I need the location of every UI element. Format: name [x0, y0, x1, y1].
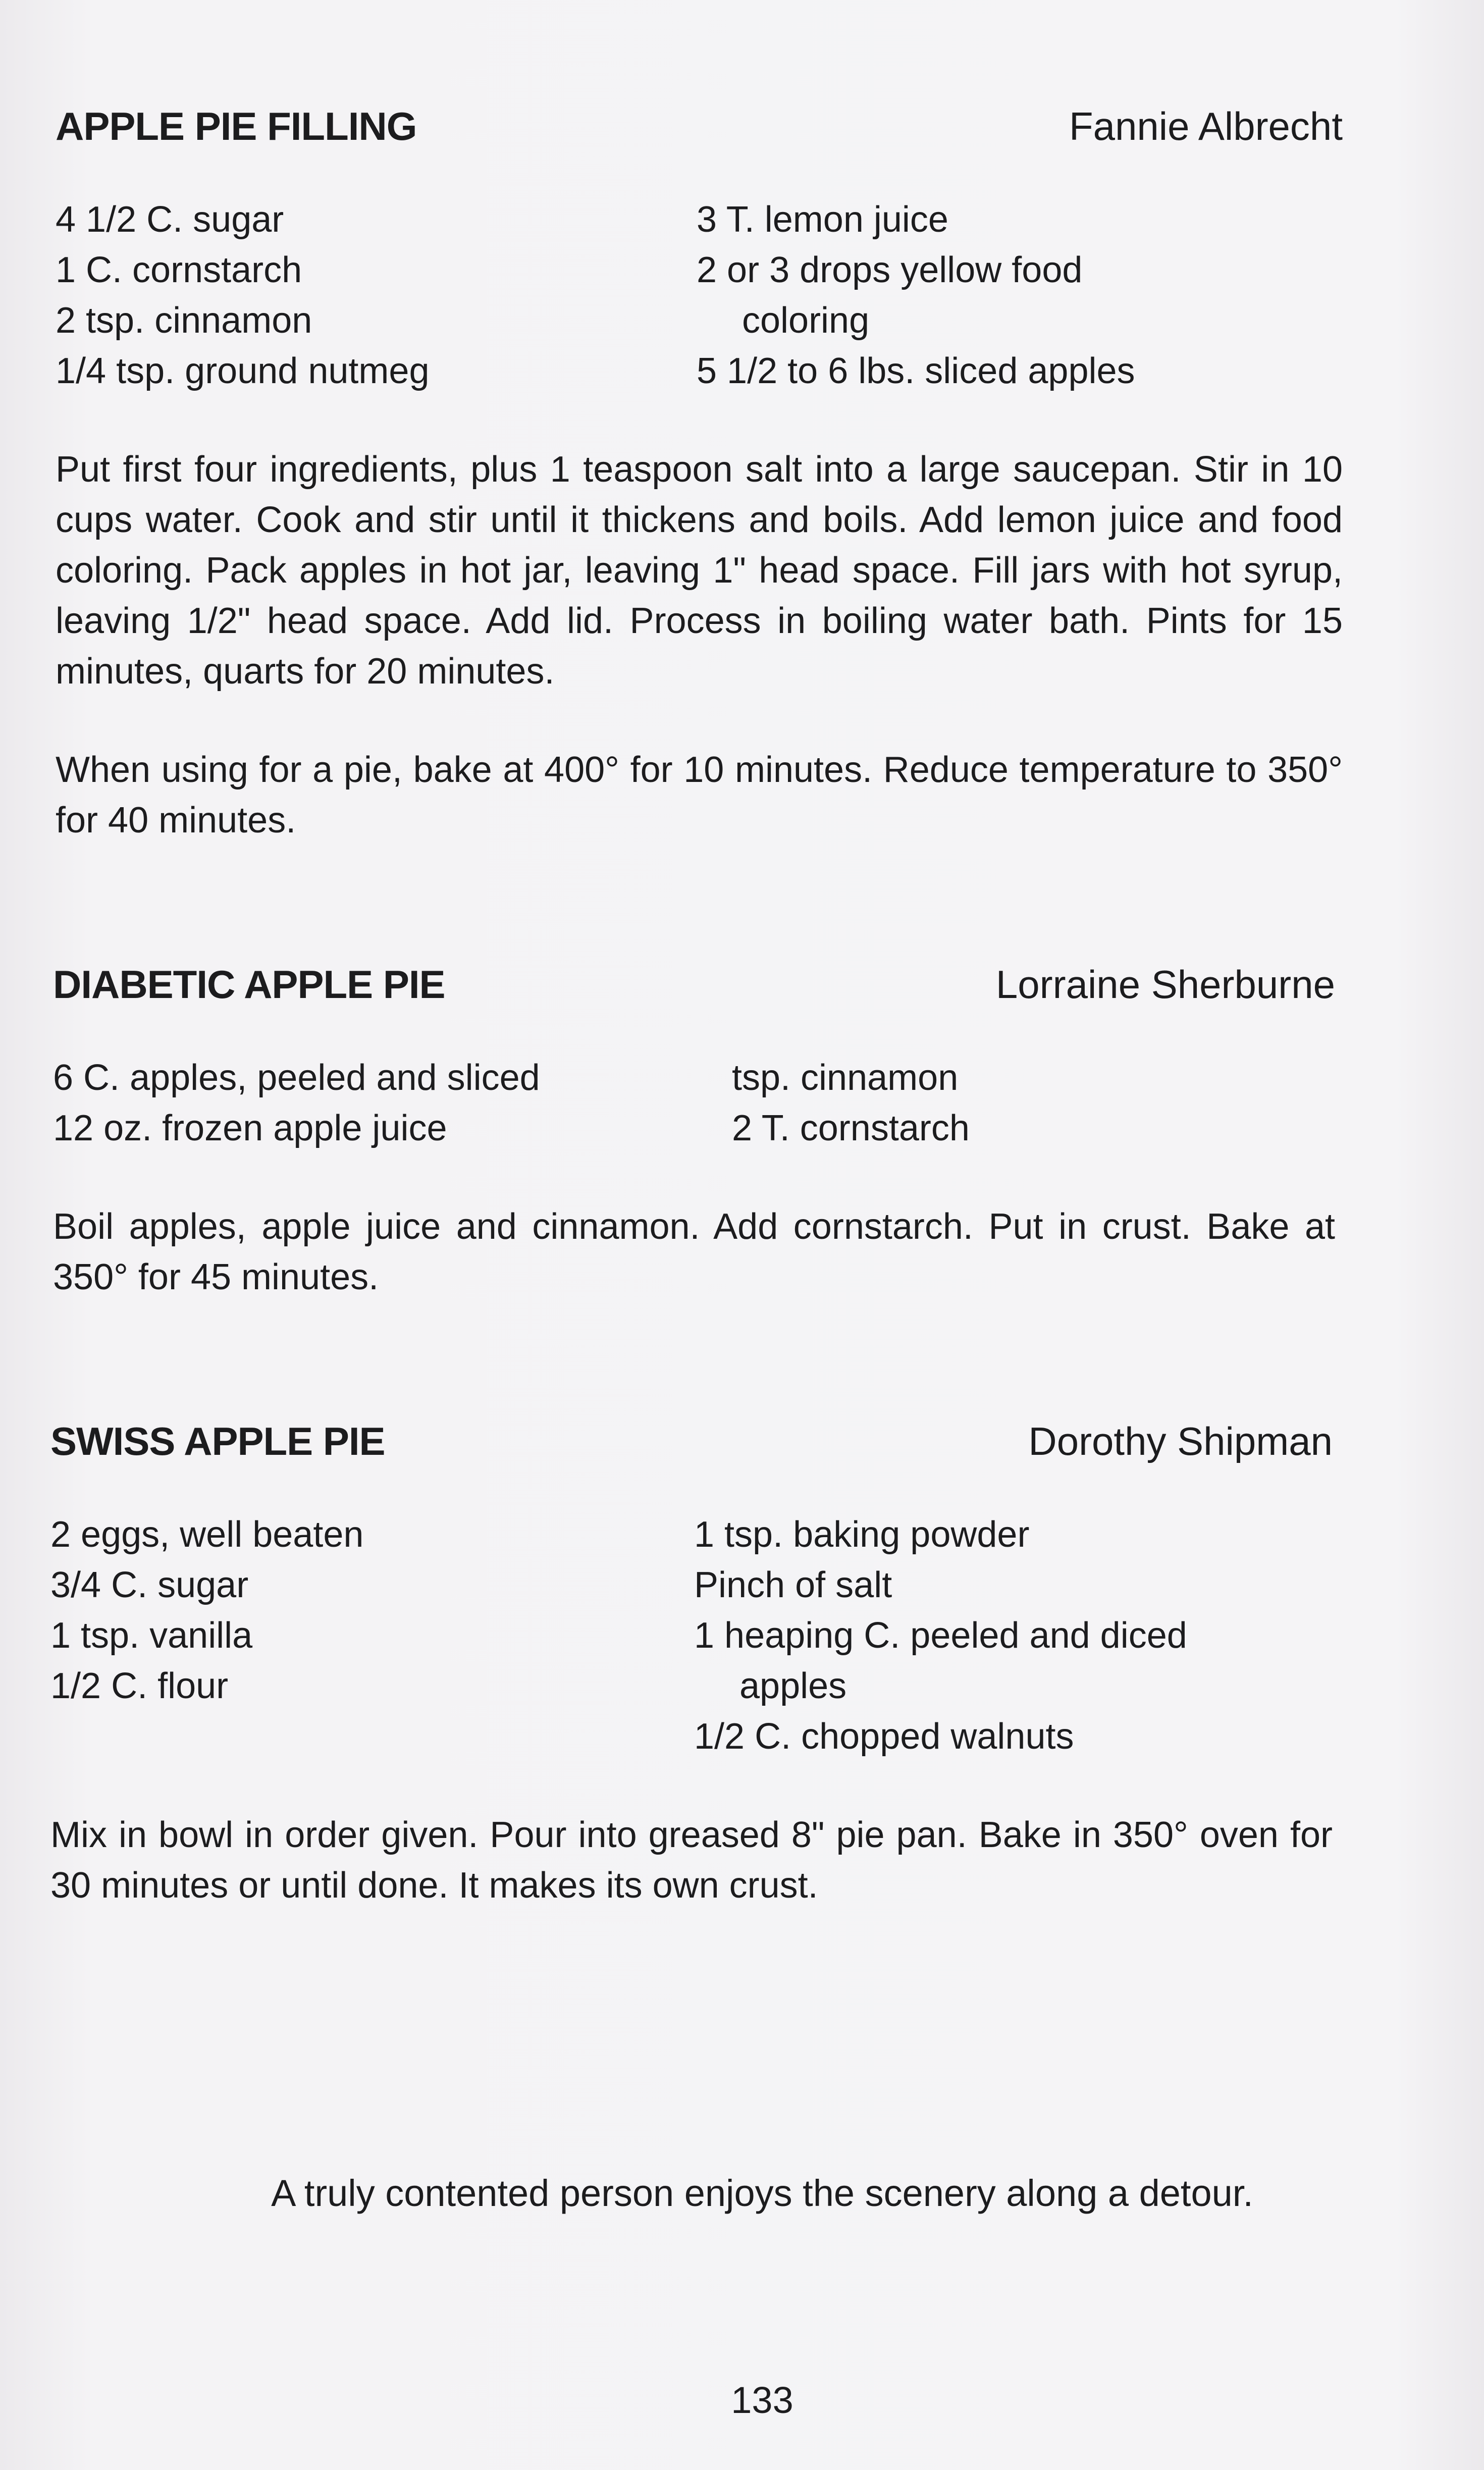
recipe-swiss-apple-pie — [50, 1413, 1333, 1911]
ingredient: 1 tsp. baking powder — [694, 1514, 1030, 1555]
ingredients-left-column — [56, 194, 430, 396]
instructions-paragraph: Boil apples, apple juice and cinnamon. Add cornstarch. Put in crust. Bake at 350° for 45 minutes. — [53, 1206, 1335, 1297]
recipe-diabetic-apple-pie — [53, 957, 1335, 1302]
ingredient: 1/2 C. chopped walnuts — [694, 1716, 1074, 1757]
ingredients-left-column — [53, 1053, 540, 1153]
recipe-header — [56, 98, 1343, 154]
ingredient: 2 tsp. cinnamon — [56, 300, 312, 341]
ingredients-right-column — [697, 194, 1135, 396]
recipe-author: Dorothy Shipman — [1028, 1419, 1333, 1463]
ingredient: 1 C. cornstarch — [56, 250, 302, 290]
ingredient: 1/2 C. flour — [50, 1666, 229, 1706]
ingredients-list — [56, 194, 1343, 396]
ingredients-right-column — [732, 1053, 970, 1153]
ingredients-right-column — [694, 1509, 1187, 1762]
recipe-author: Lorraine Sherburne — [995, 962, 1335, 1007]
recipe-title: SWISS APPLE PIE — [50, 1419, 385, 1463]
ingredient: 2 or 3 drops yellow food — [697, 250, 1083, 290]
instructions-paragraph: When using for a pie, bake at 400° for 10 minutes. Reduce temperature to 350° for 40 minutes. — [56, 750, 1343, 840]
ingredient: 12 oz. frozen apple juice — [53, 1108, 447, 1148]
ingredient: 3 T. lemon juice — [697, 199, 948, 240]
instructions-paragraph: Mix in bowl in order given. Pour into greased 8" pie pan. Bake in 350° oven for 30 minutes or until done. It makes its own crust. — [50, 1815, 1333, 1906]
page-number: 133 — [731, 2379, 793, 2421]
recipe-apple-pie-filling — [56, 98, 1343, 846]
page-quote: A truly contented person enjoys the scenery along a detour. — [271, 2172, 1253, 2214]
ingredients-list — [53, 1053, 1335, 1153]
ingredient-continuation: coloring — [742, 300, 870, 341]
ingredient: 2 T. cornstarch — [732, 1108, 970, 1148]
ingredient: 1/4 tsp. ground nutmeg — [56, 351, 430, 391]
recipe-author: Fannie Albrecht — [1069, 104, 1343, 148]
ingredient: 5 1/2 to 6 lbs. sliced apples — [697, 351, 1135, 391]
ingredient: 1 tsp. vanilla — [50, 1615, 253, 1656]
ingredients-list — [50, 1509, 1333, 1762]
ingredient-continuation: apples — [739, 1666, 847, 1706]
recipe-title: APPLE PIE FILLING — [56, 104, 417, 148]
recipe-header — [53, 957, 1335, 1012]
ingredient: Pinch of salt — [694, 1565, 892, 1605]
ingredient: 2 eggs, well beaten — [50, 1514, 364, 1555]
ingredients-left-column — [50, 1509, 363, 1711]
ingredient: 4 1/2 C. sugar — [56, 199, 284, 240]
ingredient: 1 heaping C. peeled and diced — [694, 1615, 1187, 1656]
recipe-header — [50, 1413, 1333, 1469]
ingredient: 6 C. apples, peeled and sliced — [53, 1058, 540, 1098]
ingredient: 3/4 C. sugar — [50, 1565, 249, 1605]
instructions-paragraph: Put first four ingredients, plus 1 teaspoon salt into a large saucepan. Stir in 10 cups water. Cook and stir until it thickens and boils. Add lemon juice and food coloring. Pack apples in hot jar, leaving 1" head space. Fill jars with hot syrup, leaving 1/2" head space. Add lid. Process in boiling water bath. Pints for 15 minutes, quarts for 20 minutes. — [56, 449, 1343, 692]
recipe-title: DIABETIC APPLE PIE — [53, 962, 445, 1007]
ingredient: tsp. cinnamon — [732, 1058, 959, 1098]
